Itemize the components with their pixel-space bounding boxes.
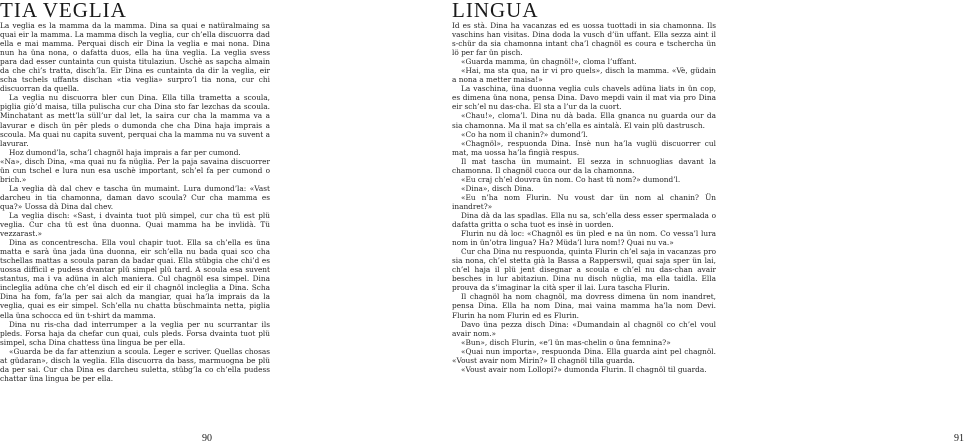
paragraph: «Hai, ma sta qua, na ir vi pro quels», disch la mamma. «Vè, güdain a nona a metter maisa!» [452,66,716,85]
paragraph: «Eu craj ch’el douvra ün nom. Co hast tü nom?» dumond’l. [461,174,681,184]
page-number-left: 90 [202,433,212,444]
paragraph: La veglia es la mamma da la mamma. Dina sa quai e natüralmaing sa quai eir la mamma. La mamma disch la veglia, cur ch’ella discuorra dad ella e mai mamma. Perquai disch eir Dina la veglia e mai nona. Dina nun ha üna nona, o dafatta duos, ella ha üna veglia. La veglia svess para dad esser cuntainta cun quista titulaziun. Uschè as sapcha almain da che chi’s tratta, disch’la. Eir Dina es cuntainta da dir la veglia, eir scha tschels uffants dischan «tia veglia» surpro’l tia nona, cur chi discuorran da quella. [0,21,270,94]
paragraph: «Dina», disch Dina. [461,183,534,193]
paragraph: Il mat tascha ün mumaint. El sezza in schnuoglias davant la chamonna. Il chagnöl cucca our da la chamonna. [452,156,716,175]
left-page-body [0,21,270,383]
paragraph: Il chagnöl ha nom chagnöl, ma dovress dimena ün nom inandret, pensa Dina. Ella ha nom Dina, mai vaina mamma ha’la nom Devi. Flurin ha nom Flurin ed es Flurin. [452,292,716,320]
paragraph: Dina nu ris-cha dad interrumper a la veglia per nu scurrantar ils pleds. Forsa haja da chefar cun quai, culs pleds. Forsa dvainta tuot plü simpel, scha Dina chattess üna lingua be per ella. [0,319,270,347]
paragraph: Dina dà da las spadlas. Ella nu sa, sch’ella dess esser spermalada o dafatta gritta o scha tuot es insè in uorden. [452,210,716,230]
chapter-title-right: LINGUA [452,0,539,22]
paragraph: «Eu n’ha nom Flurin. Nu voust dar ün nom al chanin? Ün inandret?» [452,192,716,211]
left-page [0,0,270,448]
paragraph: Dina as concentrescha. Ella voul chapir tuot. Ella sa ch’ella es üna matta e sarà üna jada üna duonna, eir sch’ella nu bada quai sco cha tschellas mattas a scoula paran da badar quai. Ella stübgia che chi’d es uossa difficil e pudess dvantar plü simpel plü tard. A scoula esa suvent stantus, ma i va adüna in alch maniera. Cul chagnöl esa simpel. Dina incleglia adüna che ch’el disch ed eir il chagnöl incleglia a Dina. Scha Dina ha fom, fa’la per sai alch da mangiar, quai ha’la imprais da la veglia, quai es eir simpel. Sch’ella nu chatta büschmainta netta, piglia ella üna schocca ed ün t-shirt da mamma. [0,238,270,320]
paragraph: La vaschina, üna duonna veglia culs chavels adüna lіats in ün cop, es dimena üna nona, pensa Dina. Davo mepdi vain il mat via pro Dina eir sch’el nu das-cha. El sta a l’ur da la cuort. [452,84,716,112]
paragraph: Id es stà. Dina ha vacanzas ed es uossa tuottadi in sia chamonna. Ils vaschins han visitas. Dina doda la vusch d’ün uffant. Ella sezza aint il s-chür da sia chamonna intant cha’l chagnöl es coura e tschercha ün lö per far ün pisch. [452,21,716,58]
paragraph: Hoz dumond’la, scha’l chagnöl haja imprais a far per cumond. [9,147,241,157]
right-page [452,0,964,448]
paragraph: «Quai nun importa», respuonda Dina. Ella guarda aint pel chagnöl. «Voust avair nom Mirin?» Il chagnöl tilla guarda. [452,346,716,365]
chapter-title-left: TIA VEGLIA [0,0,127,22]
paragraph: «Chau!», cloma’l. Dina nu dà bada. Ella gnanca nu guarda our da sia chamonna. Ma il mat sa ch’ella es aintalà. El vain plü dastrusch. [452,111,716,130]
paragraph: Cur cha Dina nu respuonda, quinta Flurin ch’el saja in vacanzas pro sia nona, ch’el stetta già la Bassa a Rapperswil, quai saja sper ün lai, ch’el haja il plü jent disegnar a scoula e ch’el nu das-chan avair besches in lur abitaziun. Dina nu disch nüglia, ma ella taidla. Ella prouva da s’imaginar la cità sper il lai. Lura tascha Flurin. [452,247,716,293]
paragraph: «Chagnöl», respuonda Dina. Insè nun ha’la vuglü discuorrer cul mat, ma uossa ha’la fingià respus. [452,138,716,157]
paragraph: «Guarda mamma, ün chagnöl!», cloma l’uffant. [461,57,637,67]
paragraph: La veglia dà dal chev e tascha ün mumaint. Lura dumond’la: «Vast darcheu in tia chamonna, daman davo scoula? Cur cha mamma es qua?» Uossa dà Dina dal chev. [0,183,270,211]
paragraph: La veglia disch: «Sast, i dvainta tuot plü simpel, cur cha tü est plü veglia. Cur cha tü est üna duonna. Quai mamma ha be invlidà. Tü vezzarast.» [0,210,270,239]
paragraph: «Co ha nom il chanin?» dumond’l. [461,129,588,139]
paragraph: Davo üna pezza disch Dina: «Dumandain al chagnöl co ch’el voul avair nom.» [452,319,716,338]
right-page-body [452,21,716,374]
paragraph: La veglia nu discuorra bler cun Dina. Ella tilla trametta a scoula, piglia giò’d maisa, tilla pulischa cur cha Dina sto far lezchas da scoula. Minchatant as mett’la süll’ur dal let, la saira cur cha la mamma va a lavurar e disch ün pêr pleds o dumonda che cha Dina haja imprais a scoula. Ma quai nu capita suvent, perquai cha la mamma nu va suvent a lavurar. [0,93,270,148]
paragraph: «Voust avair nom Lollopi?» dumonda Flurin. Il chagnöl til guarda. [461,364,707,374]
paragraph: «Na», disch Dina, «ma quai nu fa nüglia. Per la paja savaina discuorrer ün cun tschel e lura nun esa uschè important, sch’el fa per cumond o brich.» [0,156,270,184]
page-number-right: 91 [954,433,964,444]
paragraph: «Bun», disch Flurin, «e’l ün mas-chelin o üna femnina?» [461,337,671,347]
paragraph: Flurin nu dà loc: «Chagnöl es ün pled e na ün nom. Co vessa’l lura nom in ün’otra lingua? Ha? Müda’l lura nom!? Quai nu va.» [452,229,716,248]
paragraph: «Guarda be da far attenziun a scoula. Leger e scriver. Quellas chosas at güdaran», disch la veglia. Ella discuorra da bass, marmuogna be plü da per sai. Cur cha Dina es darcheu suletta, stübg’la co ch’ella pudess chattar üna lingua be per ella. [0,346,270,383]
